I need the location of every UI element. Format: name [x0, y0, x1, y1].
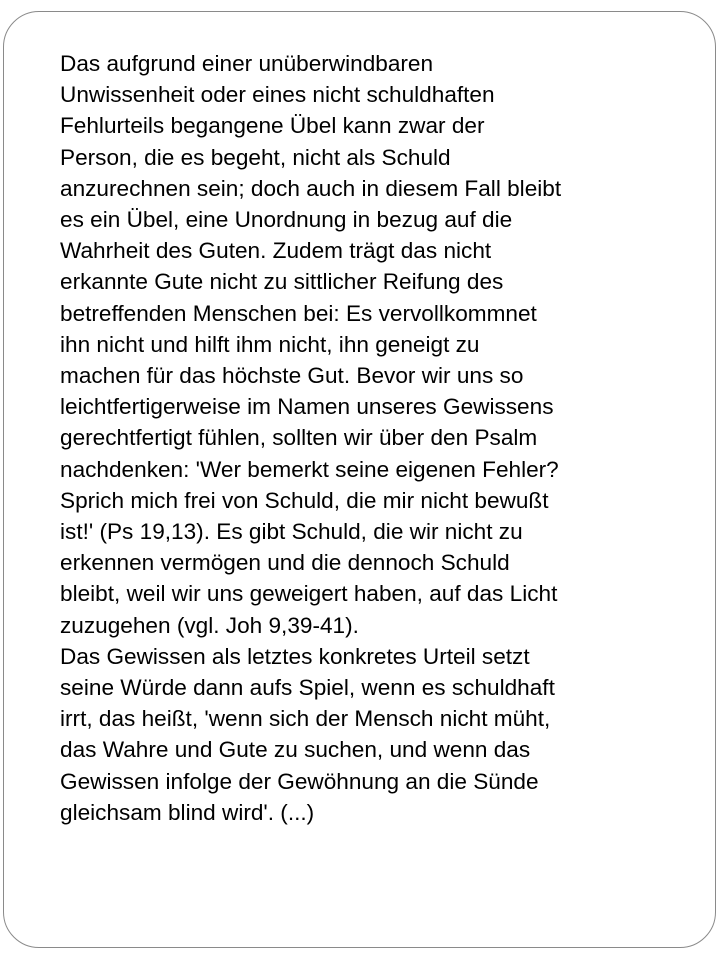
text-line: nachdenken: 'Wer bemerkt seine eigenen Fehler? [60, 456, 559, 482]
text-line: Fehlurteils begangene Übel kann zwar der [60, 113, 485, 139]
text-line: gleichsam blind wird'. (...) [60, 799, 315, 825]
text-line: anzurechnen sein; doch auch in diesem Fall bleibt [60, 175, 562, 201]
text-line: Das Gewissen als letztes konkretes Urteil setzt [60, 643, 530, 669]
text-line: Sprich mich frei von Schuld, die mir nicht bewußt [60, 487, 549, 513]
text-line: erkannte Gute nicht zu sittlicher Reifung des [60, 269, 504, 295]
paragraph-1 [60, 48, 700, 641]
text-line: irrt, das heißt, 'wenn sich der Mensch nicht müht, [60, 706, 551, 732]
text-line: Person, die es begeht, nicht als Schuld [60, 144, 451, 170]
text-line: zuzugehen (vgl. Joh 9,39-41). [60, 612, 359, 638]
text-line: ihn nicht und hilft ihm nicht, ihn geneigt zu [60, 331, 480, 357]
text-line: erkennen vermögen und die dennoch Schuld [60, 550, 510, 576]
text-line: Gewissen infolge der Gewöhnung an die Sünde [60, 768, 539, 794]
text-line: das Wahre und Gute zu suchen, und wenn das [60, 737, 531, 763]
text-line: leichtfertigerweise im Namen unseres Gewissens [60, 394, 554, 420]
text-line: betreffenden Menschen bei: Es vervollkommnet [60, 300, 537, 326]
text-line: machen für das höchste Gut. Bevor wir uns so [60, 363, 524, 389]
text-line: bleibt, weil wir uns geweigert haben, auf das Licht [60, 581, 558, 607]
text-line: Unwissenheit oder eines nicht schuldhaften [60, 82, 495, 108]
paragraph-2 [60, 641, 700, 828]
text-body [60, 48, 700, 828]
text-line: gerechtfertigt fühlen, sollten wir über den Psalm [60, 425, 538, 451]
text-line: es ein Übel, eine Unordnung in bezug auf die [60, 207, 513, 233]
text-line: Wahrheit des Guten. Zudem trägt das nicht [60, 238, 492, 264]
text-line: Das aufgrund einer unüberwindbaren [60, 51, 434, 76]
text-line: seine Würde dann aufs Spiel, wenn es schuldhaft [60, 675, 555, 701]
text-line: ist!' (Ps 19,13). Es gibt Schuld, die wir nicht zu [60, 519, 523, 545]
